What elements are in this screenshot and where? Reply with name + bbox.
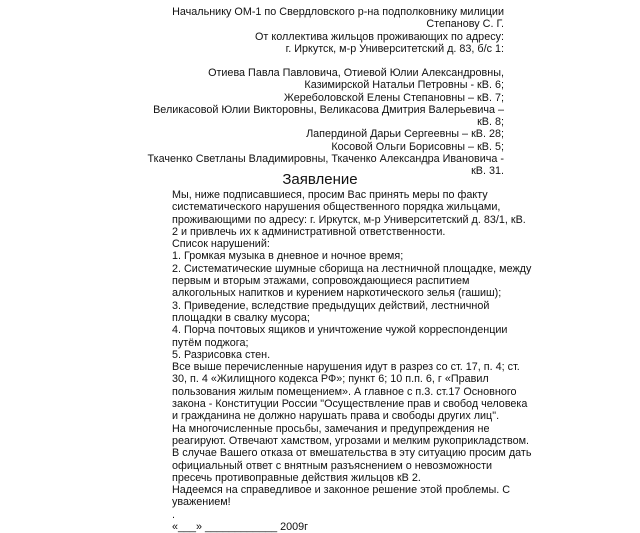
body-line: систематического нарушения общественного порядка жильцами, [172,201,501,214]
body-line: На многочисленные просьбы, замечания и предупреждения не [172,422,490,435]
resident-line: кВ. 8; [477,116,504,129]
addressee-block [104,6,504,55]
body-line: закона - Конституции России "Осуществление прав и свобод человека [172,398,528,411]
residents-list [64,67,504,178]
document-title: Заявление [282,171,358,188]
body-line: первым и вторым этажами, сопровождающиеся распитием [172,275,470,288]
body-line: . [172,508,175,521]
body-line: площадки в свалку мусора; [172,311,310,324]
addressee-line: Начальнику ОМ-1 по Свердловского р-на подполковнику милиции [172,6,504,18]
body-line: В случае Вашего отказа от вмешательства в эту ситуацию просим дать [172,447,532,460]
body-line: 2 и привлечь их к административной ответственности. [172,225,446,238]
body-line: Список нарушений: [172,238,270,251]
body-line: 1. Громкая музыка в дневное и ночное время; [172,250,404,263]
statement-body [172,189,532,533]
resident-line: Казимирской Натальи Петровны - кВ. 6; [304,79,504,92]
resident-line: Жереболовской Елены Степановны – кВ. 7; [283,91,504,104]
resident-line: кВ. 31. [471,165,504,178]
body-line: пользования жилым помещением». А главное с п.3. ст.17 Основного [172,385,517,398]
body-line: и гражданина не должно нарушать права и свободы других лиц". [172,410,500,423]
body-line: пресечь противоправные действия жильцов кВ 2. [172,471,421,484]
body-line: 2. Систематические шумные сборища на лестничной площадке, между [172,262,532,275]
body-line: путём поджога; [172,336,249,349]
body-line: проживающими по адресу: г. Иркутск, м-р Университетский д. 83/1, кВ. [172,213,526,226]
body-line: реагируют. Отвечают хамством, угрозами и мелким рукоприкладством. [172,434,530,447]
body-line: 5. Разрисовка стен. [172,348,271,361]
resident-line: Великасовой Юлии Викторовны, Великасова Дмитрия Валерьевича – [153,103,504,116]
body-line: Все выше перечисленные нарушения идут в разрез со ст. 17, п. 4; ст. [172,361,520,374]
body-line: алкогольных напитков и курением наркотического зелья (гашиш); [172,287,502,300]
resident-line: Ткаченко Светланы Владимировны, Ткаченко Александра Ивановича - [147,153,504,166]
resident-line: Отиева Павла Павловича, Отиевой Юлии Александровны, [208,67,504,79]
body-line: 3. Приведение, вследствие предыдущих действий, лестничной [172,299,490,312]
body-line: 4. Порча почтовых ящиков и уничтожение чужой корреспонденции [172,324,508,337]
signature-date-line: «___» ____________ 2009г [172,521,309,533]
addressee-line: От коллектива жильцов проживающих по адресу: [255,30,504,43]
resident-line: Лапердиной Дарьи Сергеевны – кВ. 28; [306,128,504,141]
body-line: уважением! [172,496,231,509]
body-line: Надеемся на справедливое и законное решение этой проблемы. С [172,484,511,497]
addressee-line: Степанову С. Г. [426,18,504,31]
resident-line: Косовой Ольги Борисовны – кВ. 5; [331,140,504,153]
body-line: Мы, ниже подписавшиеся, просим Вас принять меры по факту [172,189,488,201]
body-line: официальный ответ с внятным разъяснением о невозможности [172,459,493,472]
addressee-line: г. Иркутск, м-р Университетский д. 83, б/с 1: [285,42,504,55]
body-line: 30, п. 4 «Жилищного кодекса РФ»; пункт 6; 10 п.п. 6, г «Правил [172,373,489,386]
